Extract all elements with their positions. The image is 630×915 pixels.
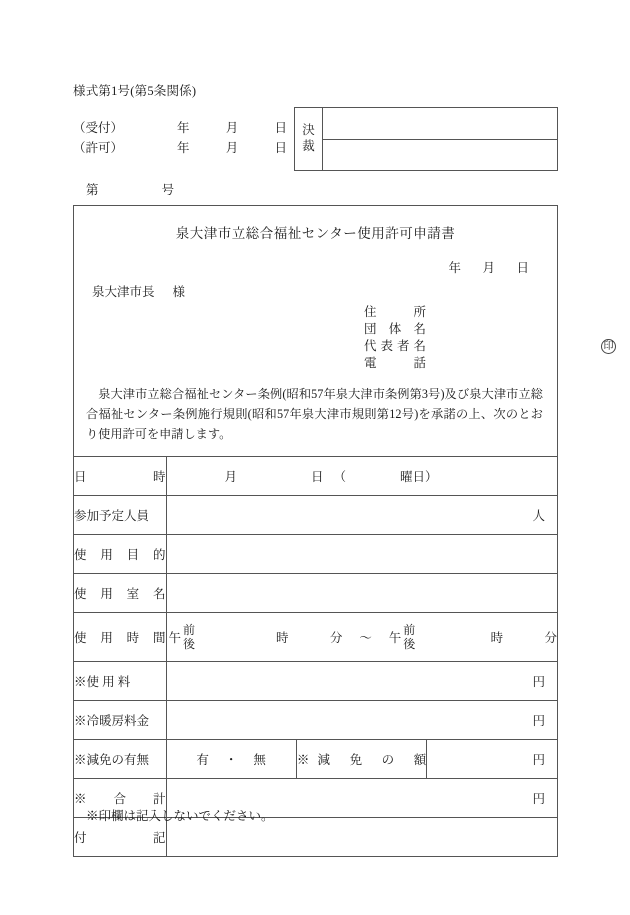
label-notes: 付 記	[74, 818, 166, 857]
field-hvac-fee[interactable]	[166, 701, 557, 740]
table-row-usage-fee	[74, 662, 557, 701]
label-usage-fee: ※使 用 料	[74, 662, 166, 701]
applicant-organization-row	[364, 321, 557, 338]
submission-year: 年	[448, 261, 461, 275]
application-form-frame	[73, 205, 614, 857]
applicant-fields	[74, 300, 614, 372]
field-attendees[interactable]	[166, 496, 557, 535]
table-row-reduction	[74, 740, 557, 779]
approval-box	[294, 107, 558, 171]
form-code: 様式第1号(第5条関係)	[73, 84, 197, 98]
datetime-paren-open: （	[333, 470, 347, 485]
usage-time-end-ampm[interactable]	[389, 623, 416, 651]
permission-date	[177, 138, 287, 156]
preamble-line-2: 祉センター条例施行規則(昭和57年泉大津市規則第12号)を承諾の上、次のとおり使用許可	[86, 406, 543, 441]
permission-row	[73, 138, 287, 158]
usage-time-start-am: 前	[183, 623, 196, 638]
permission-day: 日	[274, 141, 287, 155]
applicant-representative-label: 代表者名	[364, 339, 426, 353]
field-room[interactable]	[166, 574, 557, 613]
preamble-text	[74, 372, 557, 456]
label-purpose: 使 用 目 的	[74, 535, 166, 574]
table-row-usage-time	[74, 613, 557, 662]
document-number-suffix: 号	[161, 183, 175, 197]
approval-label-char-2: 裁	[302, 139, 315, 153]
field-usage-fee[interactable]	[166, 662, 557, 701]
usage-time-end-hour: 時	[490, 631, 504, 646]
field-usage-time[interactable]	[166, 613, 557, 662]
label-hvac-fee: ※冷暖房料金	[74, 701, 166, 740]
table-row-purpose	[74, 535, 557, 574]
usage-time-end-minute: 分	[544, 631, 558, 646]
permission-label: （許可）	[73, 141, 124, 155]
submission-date	[74, 244, 557, 276]
table-row-hvac-fee	[74, 701, 557, 740]
reduction-amount-unit: 円	[532, 753, 545, 768]
document-number-prefix: 第	[86, 183, 99, 197]
total-unit: 円	[532, 792, 545, 807]
applicant-address-label: 住 所	[364, 305, 426, 319]
datetime-weekday: 曜日）	[400, 470, 438, 485]
submission-month: 月	[482, 261, 495, 275]
field-reduction-amount[interactable]	[427, 740, 557, 779]
datetime-day: 日	[311, 470, 324, 485]
applicant-organization-label: 団 体 名	[364, 322, 426, 336]
reduction-option-no[interactable]: 無	[253, 753, 266, 768]
approval-slot-upper[interactable]	[323, 108, 557, 140]
seal-stamp-icon: 印	[601, 339, 616, 354]
approval-slots	[323, 108, 557, 170]
permission-month: 月	[225, 141, 239, 155]
footnote: ※印欄は記入しないでください。	[86, 809, 274, 823]
usage-time-end-gogo: 午	[388, 631, 402, 646]
application-details-table	[74, 456, 557, 856]
table-row-attendees	[74, 496, 557, 535]
permission-year: 年	[177, 141, 190, 155]
receipt-date	[177, 118, 287, 136]
usage-fee-unit: 円	[532, 675, 545, 690]
approval-slot-lower[interactable]	[323, 140, 557, 171]
usage-time-start-pm: 後	[183, 637, 196, 652]
approval-label-char-1: 決	[302, 123, 315, 138]
applicant-phone-label: 電 話	[364, 356, 426, 370]
usage-time-start-gogo: 午	[168, 631, 182, 646]
reduction-separator: ・	[224, 753, 238, 768]
label-attendees: 参加予定人員	[74, 496, 166, 535]
submission-day: 日	[516, 261, 529, 275]
applicant-phone-row	[364, 355, 557, 372]
receipt-month: 月	[225, 121, 239, 135]
label-datetime: 日 時	[74, 457, 166, 496]
approval-label	[295, 108, 323, 170]
label-usage-time: 使 用 時 間	[74, 613, 166, 662]
reduction-option-yes[interactable]: 有	[196, 753, 209, 768]
usage-time-tilde: ～	[359, 631, 372, 646]
addressee	[74, 276, 557, 300]
receipt-day: 日	[274, 121, 287, 135]
addressee-name: 泉大津市長	[92, 285, 155, 299]
hvac-fee-unit: 円	[532, 714, 545, 729]
table-row-room	[74, 574, 557, 613]
usage-time-start-ampm[interactable]	[169, 623, 196, 651]
document-number-line	[86, 180, 174, 198]
applicant-address-row	[364, 304, 557, 321]
page-title: 泉大津市立総合福祉センター使用許可申請書	[175, 226, 456, 241]
preamble-line-1: 泉大津市立総合福祉センター条例(昭和57年泉大津市条例第3号)及び泉大津市立総合福	[86, 387, 543, 421]
addressee-honorific: 様	[172, 285, 186, 299]
usage-time-end-am: 前	[403, 623, 416, 638]
label-reduction-amount: ※減 免 の 額	[296, 740, 426, 779]
applicant-representative-row	[364, 338, 614, 355]
receipt-label: （受付）	[73, 121, 124, 135]
datetime-month: 月	[224, 470, 238, 485]
receipt-row	[73, 118, 287, 138]
usage-time-start-hour: 時	[275, 631, 289, 646]
receipt-year: 年	[177, 121, 190, 135]
receipt-permission-block	[73, 118, 287, 158]
field-datetime[interactable]	[166, 457, 557, 496]
usage-time-start-minute: 分	[329, 631, 343, 646]
label-room: 使 用 室 名	[74, 574, 166, 613]
field-purpose[interactable]	[166, 535, 557, 574]
attendees-unit: 人	[532, 509, 545, 524]
preamble-line-3: を申請します。	[146, 426, 232, 441]
label-total: ※ 合 計	[74, 779, 166, 818]
usage-time-end-pm: 後	[403, 637, 416, 652]
field-reduction-choice[interactable]	[166, 740, 296, 779]
table-row-datetime	[74, 457, 557, 496]
label-reduction: ※減免の有無	[74, 740, 166, 779]
